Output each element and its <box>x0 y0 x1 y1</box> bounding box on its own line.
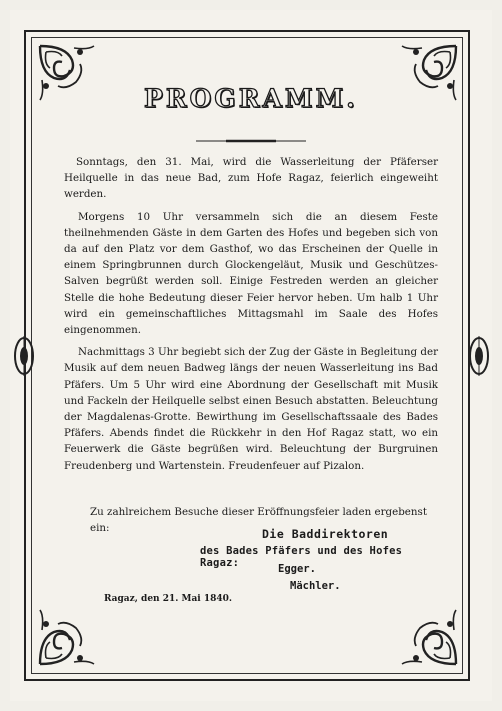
signature-title: Die Baddirektoren <box>262 527 389 541</box>
paragraph-morning: Morgens 10 Uhr versammeln sich die an diesem Feste theilnehmenden Gäste in dem Garten des Hofes und begeben sich von da auf den Platz vor dem Gasthof, wo das Erscheinen der Quelle in einem Springbrunnen durch Glockengeläut, Musik und Geschützes-Salven begrüßt werden soll. Einige Festreden werden an gleicher Stelle die hohe Bedeutung dieser Feier hervor heben. Um halb 1 Uhr wird ein gemeinschaftliches Mittagsmahl im Saale des Hofes eingenommen. <box>64 210 438 337</box>
invitation-line: Zu zahlreichem Besuche dieser Eröffnungsfeier laden ergebenst ein: <box>90 506 427 534</box>
program-body <box>64 154 438 480</box>
corner-ornament-icon <box>36 42 98 104</box>
corner-ornament-icon <box>398 42 460 104</box>
paragraph-opening: Sonntags, den 31. Mai, wird die Wasserleitung der Pfäferser Heilquelle in das neue Bad, zum Hofe Ragaz, feierlich eingeweiht werden. <box>64 156 438 201</box>
title-underline-rule <box>196 128 306 132</box>
page-title: PROGRAMM. <box>144 84 358 113</box>
corner-ornament-icon <box>398 606 460 668</box>
signature-subtitle: des Bades Pfäfers und des Hofes Ragaz: <box>200 545 403 569</box>
signature-name-egger: Egger. <box>278 563 316 575</box>
place-and-date: Ragaz, den 21. Mai 1840. <box>104 594 233 604</box>
paragraph-afternoon: Nachmittags 3 Uhr begiebt sich der Zug der Gäste in Begleitung der Musik auf dem neuen Badweg längs der neuen Wasserleitung ins Bad Pfäfers. Um 5 Uhr wird eine Abordnung der Gesellschaft mit Musik und Fackeln der Heilquelle selbst einen Besuch abstatten. Beleuchtung der Magdalenas-Grotte. Bewirthung im Gesellschaftssaale des Bades Pfäfers. Abends findet die Rückkehr in den Hof Ragaz statt, wo ein Feuerwerk die Gäste begrüßen wird. Beleuchtung der Burgruinen Freudenberg und Wartenstein. Freudenfeuer auf Pizalon. <box>64 346 438 472</box>
signature-name-maechler: Mächler. <box>290 580 341 592</box>
side-ornament-icon <box>11 334 37 378</box>
corner-ornament-icon <box>36 606 98 668</box>
side-ornament-icon <box>466 334 492 378</box>
